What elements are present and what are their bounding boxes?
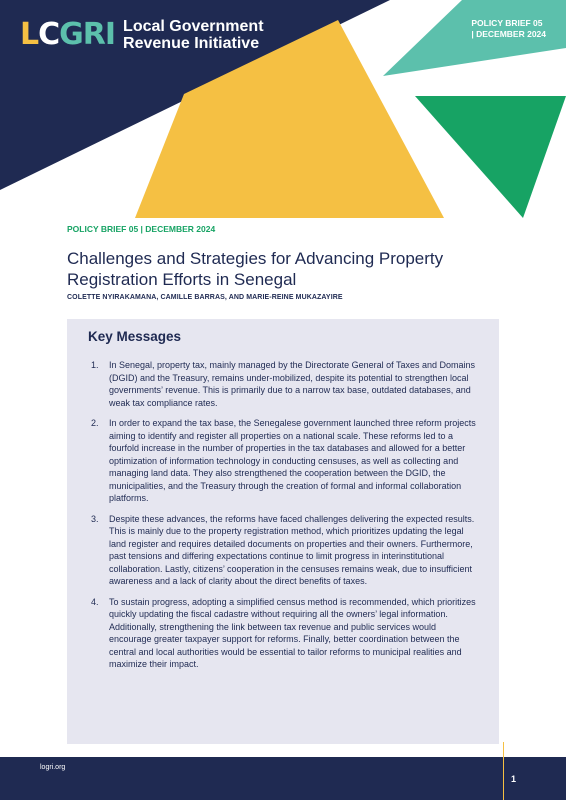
logo-mark-part-a: L [20, 17, 39, 52]
key-messages-heading: Key Messages [88, 329, 182, 344]
item-number: 1. [91, 360, 99, 370]
brief-label: POLICY BRIEF 05 | DECEMBER 2024 [67, 224, 216, 234]
key-message-item [91, 596, 479, 671]
document-header [67, 224, 506, 301]
item-number: 2. [91, 418, 99, 428]
logo-mark-part-c: GRI [59, 17, 116, 52]
website-link[interactable]: logri.org [40, 764, 66, 771]
authors-line: COLETTE NYIRAKAMANA, CAMILLE BARRAS, AND MARIE-REINE MUKAZAYIRE [67, 294, 343, 301]
footer-bar [0, 757, 566, 800]
logo-wordmark [123, 18, 263, 52]
item-text: In order to expand the tax base, the Senegalese government launched three reform projects aiming to identify and register all properties on a national scale. These reforms led to a fourfold increase in the number of properties in the tax databases and allowed for a better optimization of information technology in conducting censuses, as well as collecting and managing land data. They also strengthened the cooperation between the DGID, the municipalities, and the Treasury through the creation of formal and informal collaboration platforms. [109, 418, 476, 503]
header-brief-label [471, 18, 546, 40]
green-triangle-shape [415, 96, 566, 218]
item-text: Despite these advances, the reforms have faced challenges delivering the expected results. This is mainly due to the property registration method, which prioritizes updating the legal land register and requires detailed documents on properties and their owners. Furthermore, past tensions and differing expectations continue to limit progress in interinstitutional collaboration. Lastly, citizens’ cooperation in the censuses remains weak, due to insufficient awareness and a lack of clarity about the direct benefits of taxes. [109, 513, 475, 586]
page-number: 1 [511, 774, 517, 784]
logo [20, 18, 264, 52]
item-text: In Senegal, property tax, mainly managed by the Directorate General of Taxes and Domains (DGID) and the Treasury, remains under-mobilized, despite its potential to strengthen local governments’ revenue. This is primarily due to a narrow tax base, outdated databases, and weak tax compliance rates. [109, 360, 476, 408]
key-message-item [91, 359, 479, 409]
header-brief-line-1: POLICY BRIEF 05 [471, 18, 543, 28]
item-number: 4. [91, 596, 99, 607]
key-messages-box [67, 319, 499, 744]
item-text: To sustain progress, adopting a simplified census method is recommended, which prioritizes quickly updating the fiscal cadastre without requiring all the owners’ legal information. Additionally, strengthening the link between tax revenue and public services would encourage greater taxpayer support for reforms. Finally, better coordination between the central and local authorities would be essential to tailor reforms to municipal realities and maximize their impact. [109, 596, 476, 669]
key-messages-list [91, 359, 479, 679]
logo-line-1: Local Government [123, 18, 264, 35]
footer-divider [503, 742, 504, 800]
key-message-item [91, 513, 479, 588]
logo-mark [20, 17, 116, 52]
item-number: 3. [91, 513, 99, 524]
logo-mark-part-b: C [38, 17, 60, 52]
document-title: Challenges and Strategies for Advancing Property Registration Efforts in Senegal [67, 249, 444, 289]
key-message-item [91, 417, 479, 505]
header-brief-line-2: | DECEMBER 2024 [471, 29, 546, 39]
logo-line-2: Revenue Initiative [123, 35, 260, 52]
